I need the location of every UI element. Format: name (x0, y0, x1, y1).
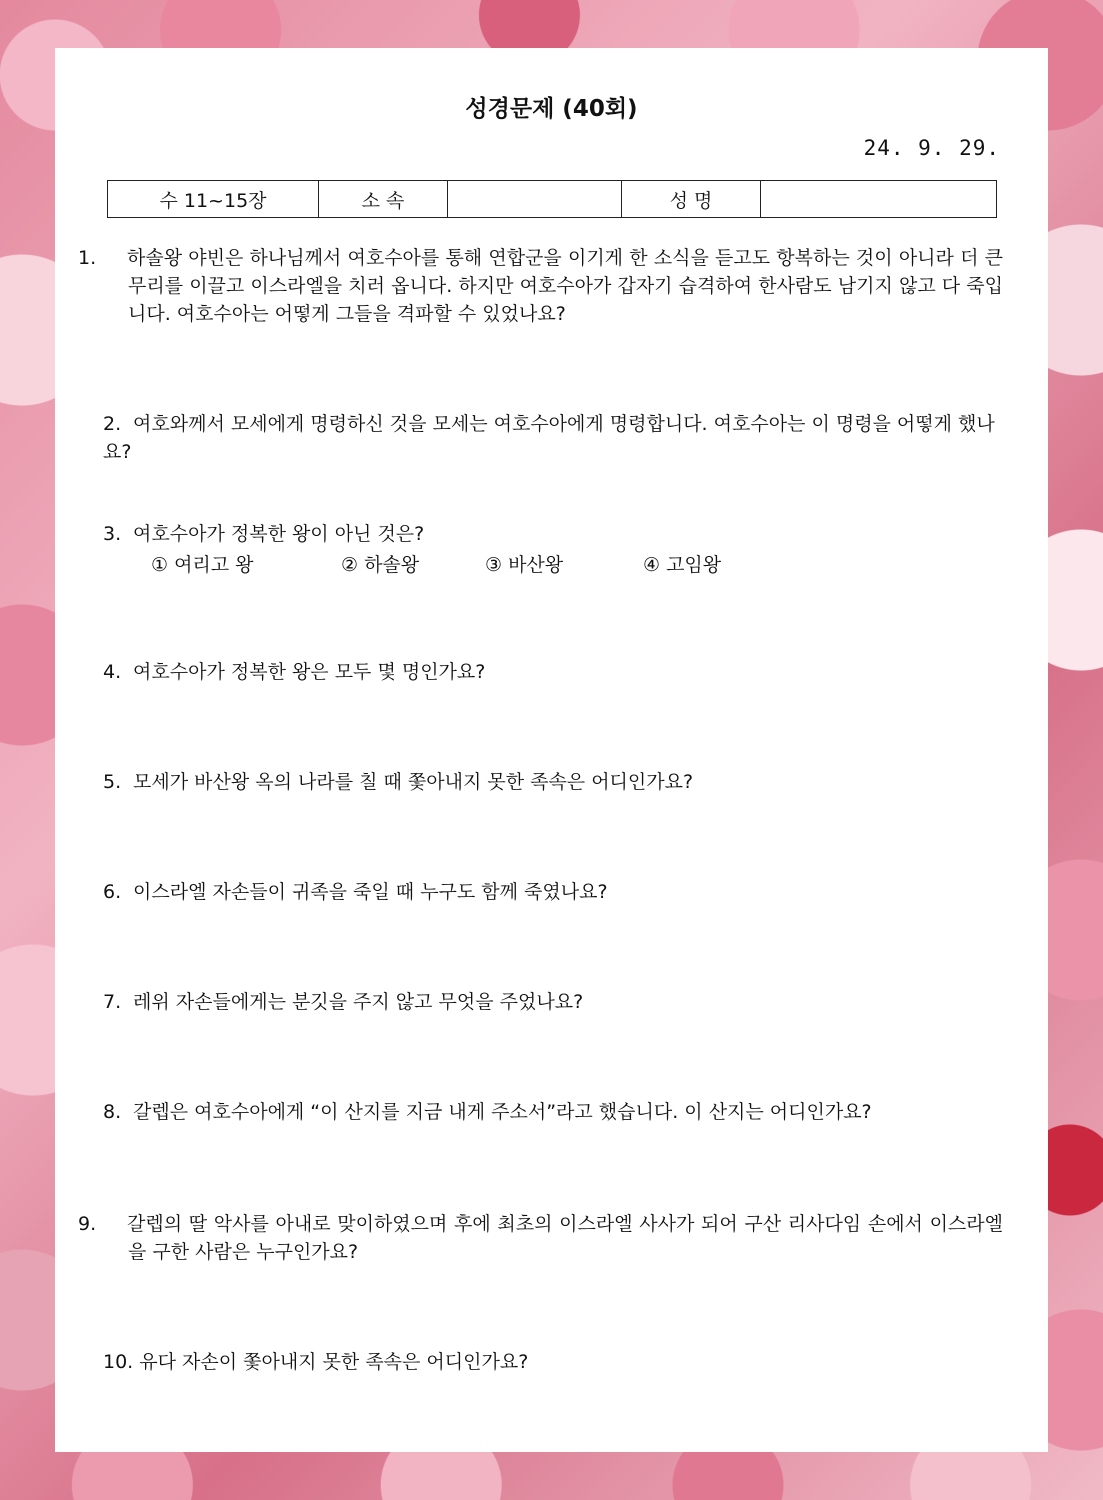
question-6 (103, 878, 1003, 906)
affiliation-field[interactable] (448, 181, 622, 218)
question-number: 9. (78, 1213, 97, 1235)
question-8 (103, 1098, 1003, 1126)
question-number: 7. (103, 991, 122, 1013)
chapter-cell: 수 11~15장 (108, 181, 319, 218)
page-title: 성경문제 (40회) (465, 96, 638, 122)
question-number: 1. (78, 247, 97, 269)
question-1 (78, 244, 1003, 328)
question-10 (103, 1348, 1003, 1376)
option-4: ④ 고임왕 (643, 554, 722, 576)
date: 24. 9. 29. (863, 136, 1000, 160)
worksheet-page (55, 48, 1048, 1452)
question-number: 8. (103, 1101, 122, 1123)
question-3 (103, 520, 1003, 548)
question-number: 4. (103, 661, 122, 683)
question-5 (103, 768, 1003, 796)
question-number: 3. (103, 523, 122, 545)
question-text: 레위 자손들에게는 분깃을 주지 않고 무엇을 주었나요? (133, 991, 584, 1013)
question-number: 6. (103, 881, 122, 903)
question-7 (103, 988, 1003, 1016)
question-text: 여호수아가 정복한 왕이 아닌 것은? (133, 523, 425, 545)
question-text: 갈렙은 여호수아에게 “이 산지를 지금 내게 주소서”라고 했습니다. 이 산지는 어디인가요? (133, 1101, 872, 1123)
question-text: 여호수아가 정복한 왕은 모두 몇 명인가요? (133, 661, 486, 683)
question-text: 하솔왕 야빈은 하나님께서 여호수아를 통해 연합군을 이기게 한 소식을 듣고도 항복하는 것이 아니라 더 큰 무리를 이끌고 이스라엘을 치러 옵니다. 하지만 여호수아가 갑자기 습격하여 한사람도 남기지 않고 다 죽입니다. 여호수아는 어떻게 그들을 격파할 수 있었나요? (127, 247, 1003, 325)
affiliation-label: 소 속 (319, 181, 448, 218)
question-text: 이스라엘 자손들이 귀족을 죽일 때 누구도 함께 죽였나요? (133, 881, 608, 903)
name-field[interactable] (761, 181, 997, 218)
question-4 (103, 658, 1003, 686)
question-number: 5. (103, 771, 122, 793)
question-text: 유다 자손이 쫓아내지 못한 족속은 어디인가요? (139, 1351, 529, 1373)
question-text: 모세가 바산왕 옥의 나라를 칠 때 쫓아내지 못한 족속은 어디인가요? (133, 771, 694, 793)
question-9 (78, 1210, 1003, 1266)
question-number: 2. (103, 413, 122, 435)
question-2 (103, 410, 1003, 466)
question-text: 갈렙의 딸 악사를 아내로 맞이하였으며 후에 최초의 이스라엘 사사가 되어 구산 리사다임 손에서 이스라엘을 구한 사람은 누구인가요? (127, 1213, 1003, 1263)
option-3: ③ 바산왕 (485, 554, 564, 576)
info-table (107, 180, 997, 218)
option-1: ① 여리고 왕 (151, 554, 254, 576)
name-label: 성 명 (622, 181, 761, 218)
question-number: 10. (103, 1351, 134, 1373)
option-2: ② 하솔왕 (341, 554, 420, 576)
question-text: 여호와께서 모세에게 명령하신 것을 모세는 여호수아에게 명령합니다. 여호수아는 이 명령을 어떻게 했나요? (103, 413, 995, 463)
